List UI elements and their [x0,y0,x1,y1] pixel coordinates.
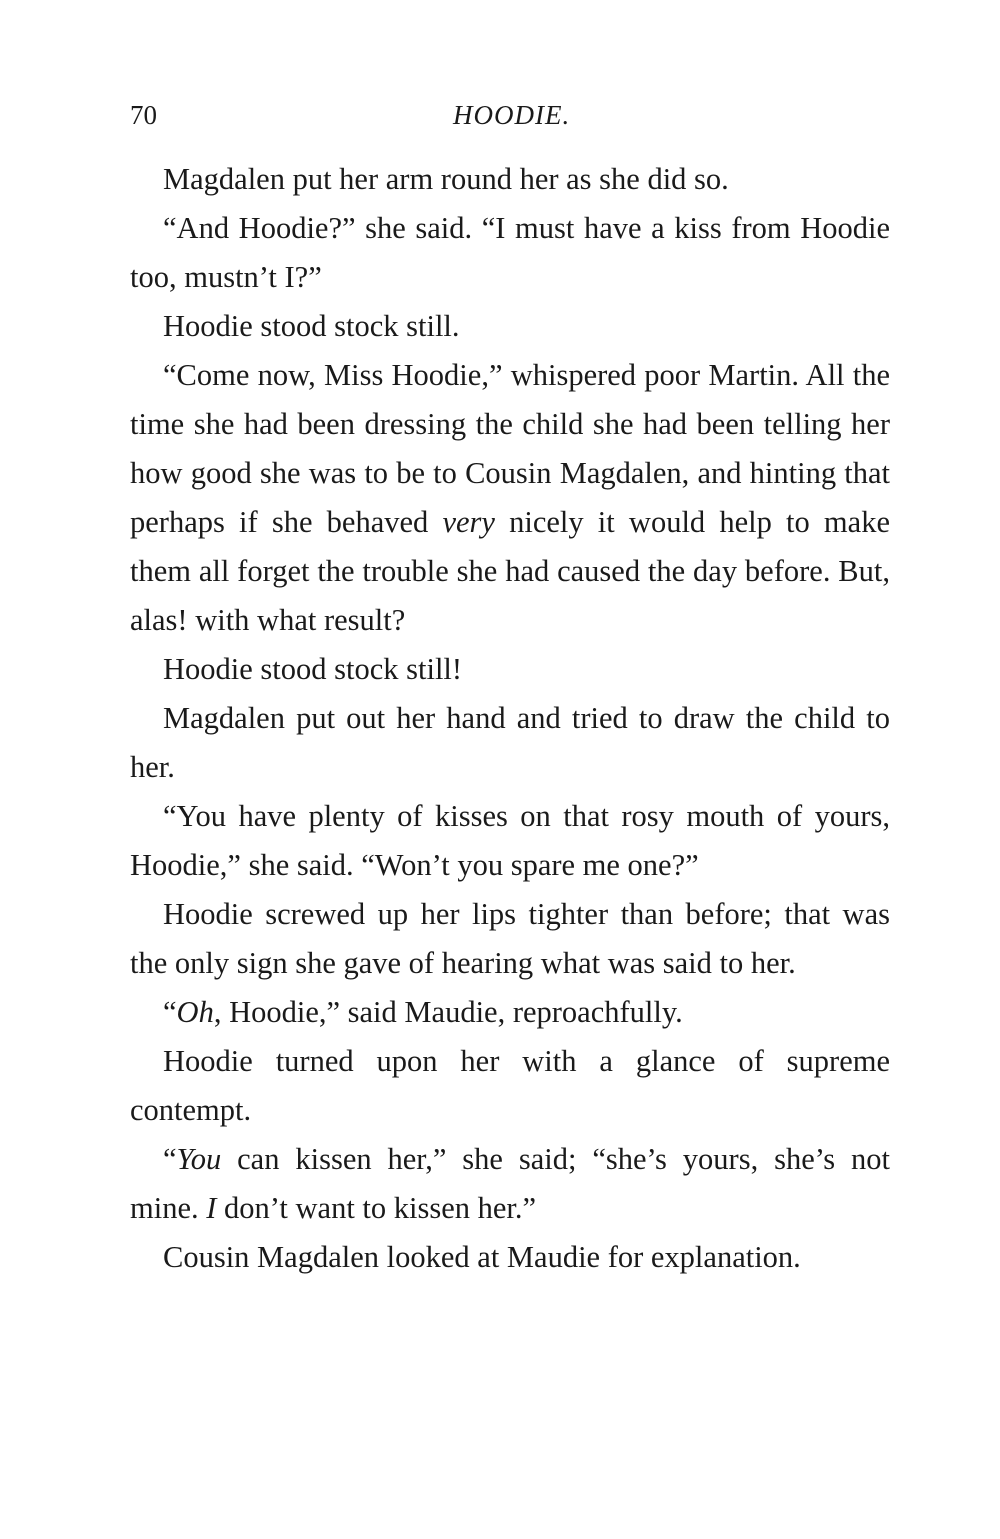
paragraph: Magdalen put out her hand and tried to draw the child to her. [130,701,890,784]
paragraph: Hoodie stood stock still. [163,309,460,343]
paragraph: Magdalen put her arm round her as she did so. [163,162,729,196]
paragraph: “You have plenty of kisses on that rosy mouth of yours, Hoodie,” she said. “Won’t you spare me one?” [130,799,890,882]
emphasis: I [206,1191,217,1225]
running-title: HOODIE. [453,100,571,130]
emphasis: very [442,505,495,539]
paragraph: Hoodie screwed up her lips tighter than before; that was the only sign she gave of hearing what was said to her. [130,897,890,980]
paragraph: Hoodie turned upon her with a glance of supreme contempt. [130,1044,890,1127]
paragraph: “And Hoodie?” she said. “I must have a kiss from Hoodie too, mustn’t I?” [130,211,890,294]
body-text [130,155,890,1282]
emphasis: You [176,1142,222,1176]
paragraph: “Oh, Hoodie,” said Maudie, reproachfully. [163,995,683,1029]
paragraph: Cousin Magdalen looked at Maudie for explanation. [163,1240,801,1274]
paragraph: “Come now, Miss Hoodie,” whispered poor Martin. All the time she had been dressing the child she had been telling her how good she was to be to Cousin Magdalen, and hinting that perhaps if she behaved very nicely it would help to make them all forget the trouble she had caused the day before. But, alas! with what result? [130,358,890,637]
page-header [130,100,890,140]
paragraph: “You can kissen her,” she said; “she’s yours, she’s not mine. I don’t want to kissen her.” [130,1142,890,1225]
paragraph: Hoodie stood stock still! [163,652,463,686]
page-number: 70 [130,100,157,130]
emphasis: Oh [176,995,214,1029]
